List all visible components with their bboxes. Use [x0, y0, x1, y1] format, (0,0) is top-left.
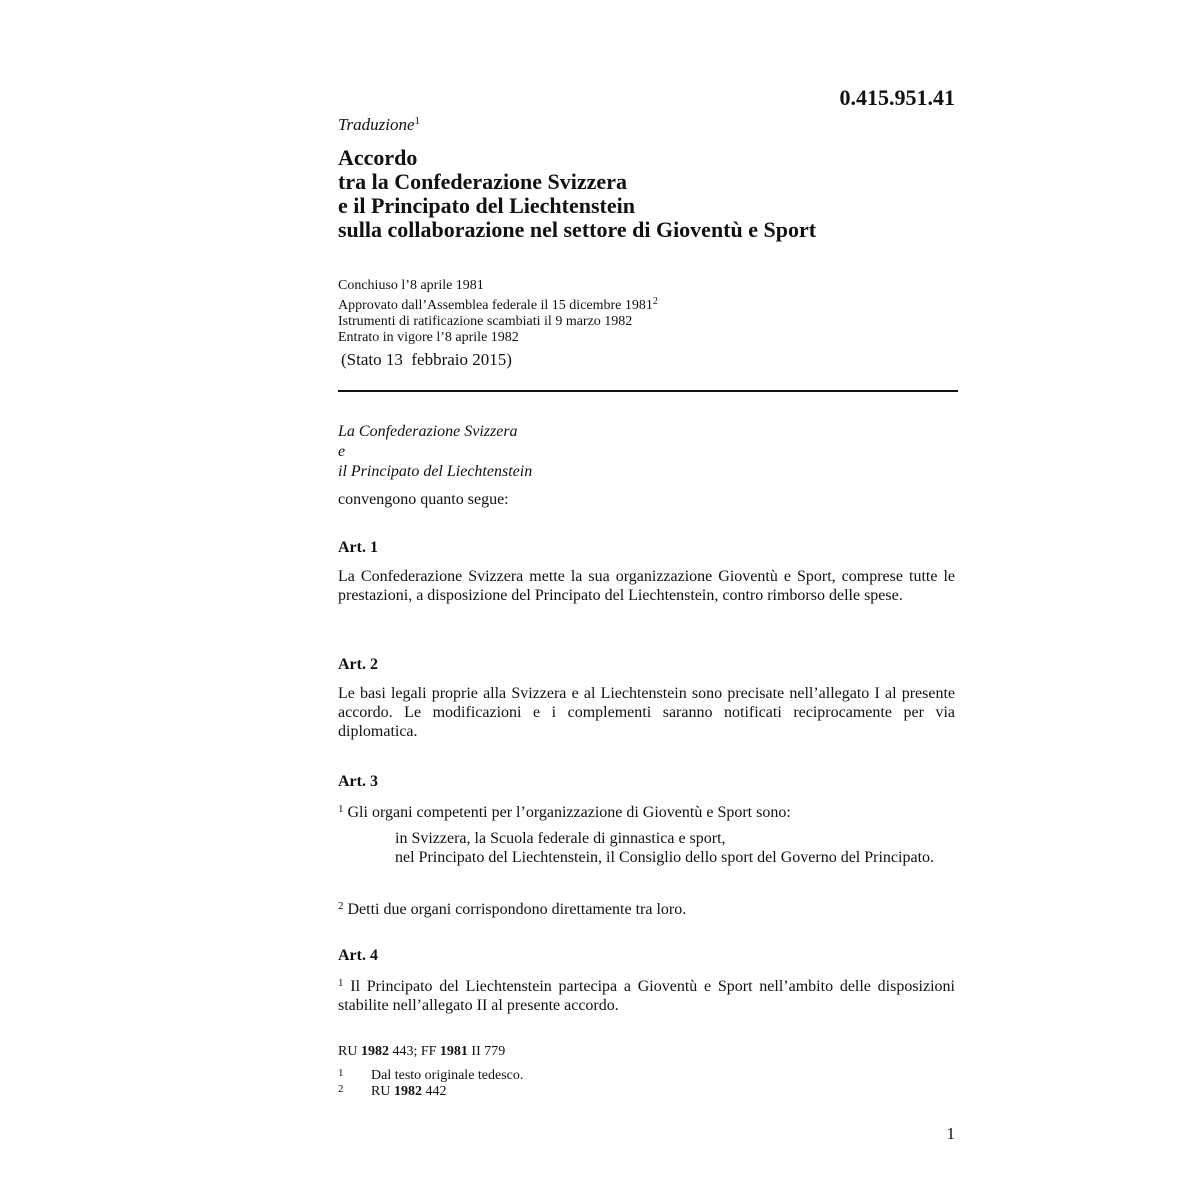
- footnote-ref-2[interactable]: 2: [652, 296, 658, 307]
- article-3-paragraph-2: $^2$ Detti due organi corrispondono direttamente tra loro.: [338, 900, 687, 918]
- ratification-date: Istrumenti di ratificazione scambiati il 9 marzo 1982: [338, 314, 633, 329]
- party-liechtenstein: il Principato del Liechtenstein: [338, 463, 533, 480]
- article-1-heading: Art. 1: [338, 539, 378, 556]
- article-4-paragraph-1: $^1$ Il Principato del Liechtenstein partecipa a Gioventù e Sport nell’ambito delle disposizioni stabilite nell’allegato II al presente accordo.: [338, 977, 955, 1014]
- article-3-list: [395, 829, 955, 867]
- paragraph-number: 1: [338, 977, 344, 989]
- concluded-date: Conchiuso l’8 aprile 1981: [338, 278, 484, 293]
- article-2-heading: Art. 2: [338, 656, 378, 673]
- document-metadata: [338, 278, 658, 346]
- article-3-heading: Art. 3: [338, 773, 378, 790]
- preamble-agreement: convengono quanto segue:: [338, 491, 509, 508]
- title-line: sulla collaborazione nel settore di Gioventù e Sport: [338, 217, 817, 242]
- status-date: (Stato 13 febbraio 2015): [341, 350, 512, 369]
- article-2-text: Le basi legali proprie alla Svizzera e al Liechtenstein sono precisate nell’allegato I al presente accordo. Le modificazioni e i complementi saranno notificati reciprocamente per via diplomatica.: [338, 685, 955, 740]
- footnote-text: Dal testo originale tedesco.: [371, 1068, 524, 1083]
- article-1-text: La Confederazione Svizzera mette la sua organizzazione Gioventù e Sport, comprese tutte le prestazioni, a disposizione del Principato del Liechtenstein, contro rimborso delle spese.: [338, 568, 955, 604]
- translation-label: Traduzione: [338, 115, 415, 134]
- party-conjunction: e: [338, 443, 346, 460]
- page-number: 1: [946, 1124, 955, 1143]
- party-switzerland: La Confederazione Svizzera: [338, 423, 518, 440]
- title-line: tra la Confederazione Svizzera: [338, 169, 627, 194]
- article-3-paragraph-1: $^1$ Gli organi competenti per l’organizzazione di Gioventù e Sport sono:: [338, 803, 791, 821]
- list-item: in Svizzera, la Scuola federale di ginnastica e sport,: [395, 830, 726, 847]
- footnote-2: 2 RU 1982 442: [338, 1083, 447, 1099]
- footnote-ref-1[interactable]: 1: [414, 115, 421, 127]
- list-item: nel Principato del Liechtenstein, il Consiglio dello sport del Governo del Principato.: [395, 849, 935, 866]
- entry-into-force-date: Entrato in vigore l’8 aprile 1982: [338, 330, 519, 345]
- title-line: Accordo: [338, 145, 418, 170]
- header-divider: [338, 390, 958, 392]
- source-reference: RU 1982 443; FF 1981 II 779: [338, 1044, 506, 1059]
- approval-date: Approvato dall’Assemblea federale il 15 dicembre 1981$^2$: [338, 296, 658, 313]
- footnote-number: 1: [338, 1067, 344, 1079]
- article-4-heading: Art. 4: [338, 947, 378, 964]
- preamble-parties: [338, 422, 532, 482]
- footnote-number: 2: [338, 1083, 344, 1095]
- paragraph-number: 2: [338, 900, 344, 912]
- sr-number: 0.415.951.41: [839, 85, 955, 110]
- document-title: [338, 146, 816, 242]
- title-line: e il Principato del Liechtenstein: [338, 193, 635, 218]
- translation-note: [338, 111, 420, 135]
- paragraph-number: 1: [338, 803, 344, 815]
